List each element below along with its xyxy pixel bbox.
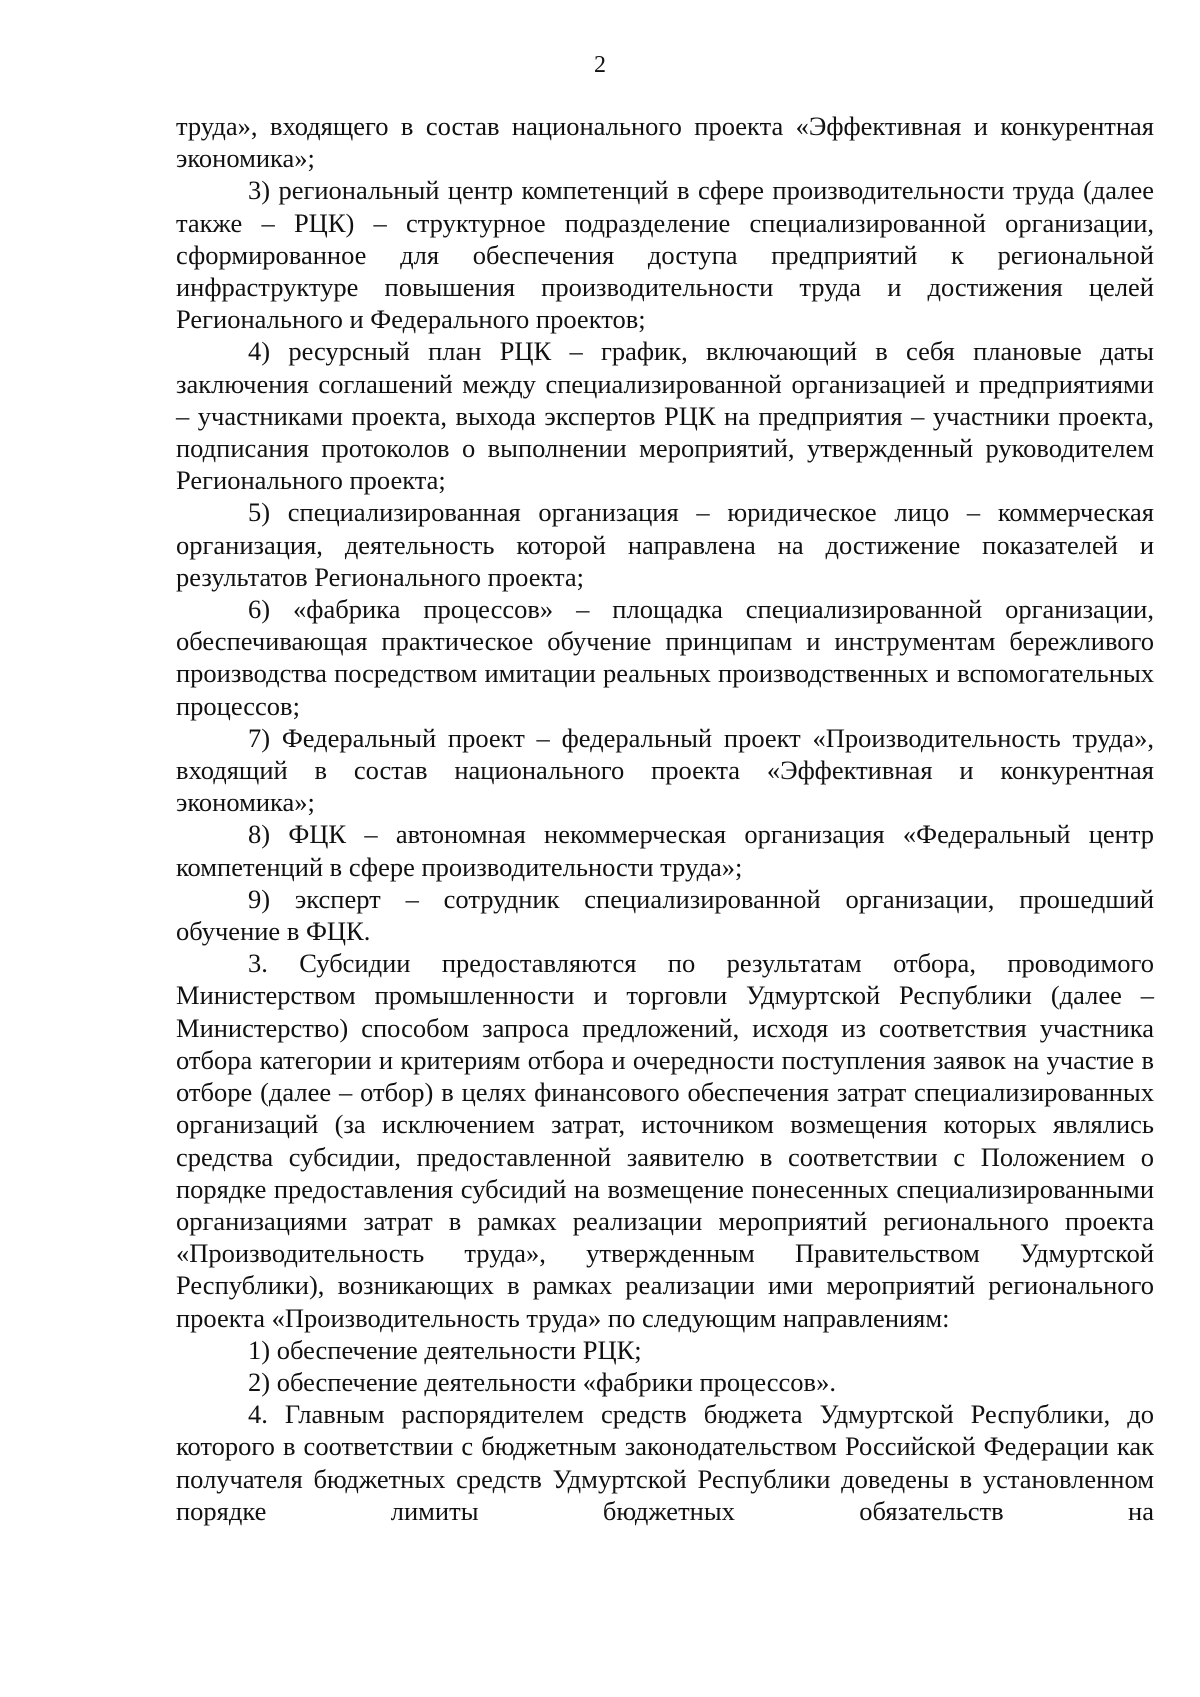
text-line: бережливого производства посредством имитации реальных производственных bbox=[176, 626, 1154, 689]
text-line: мероприятий, утвержденный руководителем Регионального проекта; bbox=[176, 433, 1154, 496]
document-body bbox=[176, 110, 1154, 1527]
text-line: региональной инфраструктуре повышения производительности труда и bbox=[176, 239, 1154, 303]
text-line: реализации мероприятий регионального проекта «Производительность труда», bbox=[176, 1205, 1155, 1269]
text-line: заключения соглашений между специализированной организацией и bbox=[176, 368, 970, 399]
text-line: 6) «фабрика процессов» – площадка специализированной организации, bbox=[248, 594, 1154, 625]
text-line: результатов Регионального проекта; bbox=[176, 561, 585, 592]
text-line: в соответствии с Положением о порядке предоставления субсидий на bbox=[176, 1141, 1155, 1204]
text-line: затрат специализированных организаций (за исключением затрат, источником bbox=[176, 1077, 1154, 1140]
text-line: «Производительность труда» по следующим направлениям: bbox=[271, 1302, 950, 1333]
text-line: (далее также – РЦК) – структурное подразделение специализированной bbox=[176, 175, 1155, 238]
text-line: утвержденным Правительством Удмуртской Республики), возникающих в bbox=[176, 1238, 1154, 1301]
paragraph-section-3 bbox=[176, 947, 1154, 1333]
text-line: предприятия – участники проекта, подписания протоколов о выполнении bbox=[176, 400, 1154, 464]
text-line: организации, сформированное для обеспечения доступа предприятий к bbox=[176, 207, 1155, 270]
text-line: конкурентная экономика»; bbox=[176, 111, 1154, 174]
paragraph-section-4 bbox=[176, 1398, 1154, 1527]
text-line: труда», входящего в состав национального проекта «Эффективная и bbox=[176, 111, 988, 141]
text-line: доведены в установленном порядке лимиты бюджетных обязательств на bbox=[176, 1463, 1154, 1526]
text-line: участника отбора категории и критериям отбора и очередности поступления bbox=[176, 1012, 1154, 1075]
text-line: 4. Главным распорядителем средств бюджета Удмуртской Республики, до bbox=[248, 1399, 1154, 1430]
text-line: 5) специализированная организация – юридическое лицо – коммерческая bbox=[248, 497, 1154, 528]
text-line: рамках реализации ими мероприятий регионального проекта bbox=[176, 1270, 1154, 1333]
text-line: возмещения которых являлись средства субсидии, предоставленной заявителю bbox=[176, 1109, 1154, 1172]
text-line: 8) ФЦК – автономная некоммерческая организация «Федеральный центр bbox=[248, 819, 1154, 850]
paragraph-item-9 bbox=[176, 883, 1154, 947]
paragraph-item-6 bbox=[176, 593, 1154, 722]
text-line: 3) региональный центр компетенций в сфере производительности труда bbox=[248, 175, 1075, 206]
text-line: компетенций в сфере производительности труда»; bbox=[176, 851, 743, 882]
text-line: обучение в ФЦК. bbox=[176, 916, 371, 947]
text-line: Министерством промышленности и торговли Удмуртской Республики (далее – bbox=[176, 980, 1154, 1011]
paragraph-direction-2 bbox=[176, 1366, 1154, 1398]
text-line: обеспечивающая практическое обучение принципам и инструментам bbox=[176, 626, 996, 657]
text-line: предприятиями – участниками проекта, выхода экспертов РЦК на bbox=[176, 368, 1154, 431]
text-line: труда», входящий в состав национального проекта «Эффективная и bbox=[176, 722, 1154, 786]
text-line: 2) обеспечение деятельности «фабрики процессов». bbox=[248, 1366, 836, 1397]
text-line: и вспомогательных процессов; bbox=[176, 658, 1154, 721]
text-line: возмещение понесенных специализированными организациями затрат в рамках bbox=[176, 1173, 1154, 1236]
paragraph-item-4 bbox=[176, 335, 1154, 496]
text-line: 3. Субсидии предоставляются по результатам отбора, проводимого bbox=[248, 948, 1154, 979]
text-line: Федерации как получателя бюджетных средств Удмуртской Республики bbox=[176, 1431, 1155, 1494]
paragraph-item-5 bbox=[176, 496, 1154, 593]
text-line: Министерство) способом запроса предложений, исходя из соответствия bbox=[176, 1012, 1027, 1043]
paragraph-continuation bbox=[176, 110, 1154, 174]
text-line: достижения целей Регионального и Федерального проектов; bbox=[176, 272, 1154, 335]
paragraph-direction-1 bbox=[176, 1334, 1154, 1366]
text-line: 9) эксперт – сотрудник специализированной организации, прошедший bbox=[248, 883, 1154, 914]
text-line: 1) обеспечение деятельности РЦК; bbox=[248, 1334, 642, 1365]
text-line: 7) Федеральный проект – федеральный проект «Производительность bbox=[248, 722, 1061, 753]
paragraph-item-3 bbox=[176, 174, 1154, 335]
paragraph-item-7 bbox=[176, 722, 1154, 819]
text-line: 4) ресурсный план РЦК – график, включающий в себя плановые даты bbox=[248, 336, 1154, 367]
page-number: 2 bbox=[594, 52, 606, 78]
paragraph-item-8 bbox=[176, 818, 1154, 882]
text-line: конкурентная экономика»; bbox=[176, 755, 1154, 818]
text-line: заявок на участие в отборе (далее – отбор) в целях финансового обеспечения bbox=[176, 1044, 1154, 1108]
text-line: организация, деятельность которой направлена на достижение показателей и bbox=[176, 529, 1154, 560]
text-line: которого в соответствии с бюджетным законодательством Российской bbox=[176, 1431, 976, 1462]
